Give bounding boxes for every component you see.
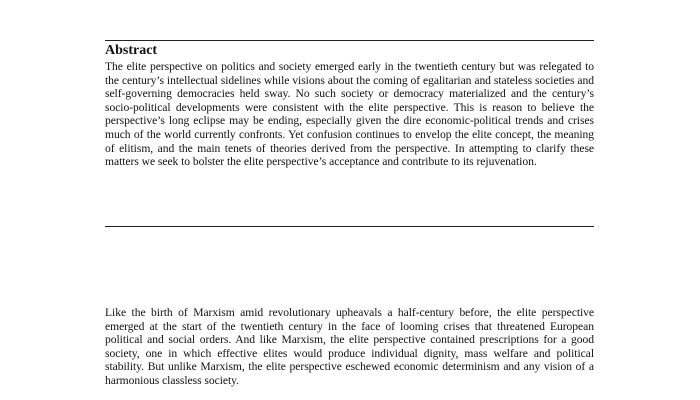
abstract-text: The elite perspective on politics and society emerged early in the twentieth century but was relegated to the century’s intellectual sidelines while visions about the coming of egalitarian and stateless societies and self-governing democracies held sway. No such society or democracy materialized and the century’s socio-political developments were consistent with the elite perspective. This is reason to believe the perspective’s long eclipse may be ending, especially given the dire economic-political trends and crises much of the world currently confronts. Yet confusion continues to envelop the elite concept, the meaning of elitism, and the main tenets of theories derived from the perspective. In attempting to clarify these matters we seek to bolster the elite perspective’s acceptance and contribute to its rejuvenation. <box>105 60 594 169</box>
abstract-bottom-rule <box>105 226 594 227</box>
abstract-heading: Abstract <box>105 43 158 58</box>
abstract-top-rule <box>105 40 594 41</box>
body-paragraph: Like the birth of Marxism amid revolutionary upheavals a half-century before, the elite perspective emerged at the start of the twentieth century in the face of looming crises that threatened European political and social orders. And like Marxism, the elite perspective contained prescriptions for a good society, one in which effective elites would produce individual dignity, mass welfare and political stability. But unlike Marxism, the elite perspective eschewed economic determinism and any vision of a harmonious classless society. <box>105 306 594 387</box>
